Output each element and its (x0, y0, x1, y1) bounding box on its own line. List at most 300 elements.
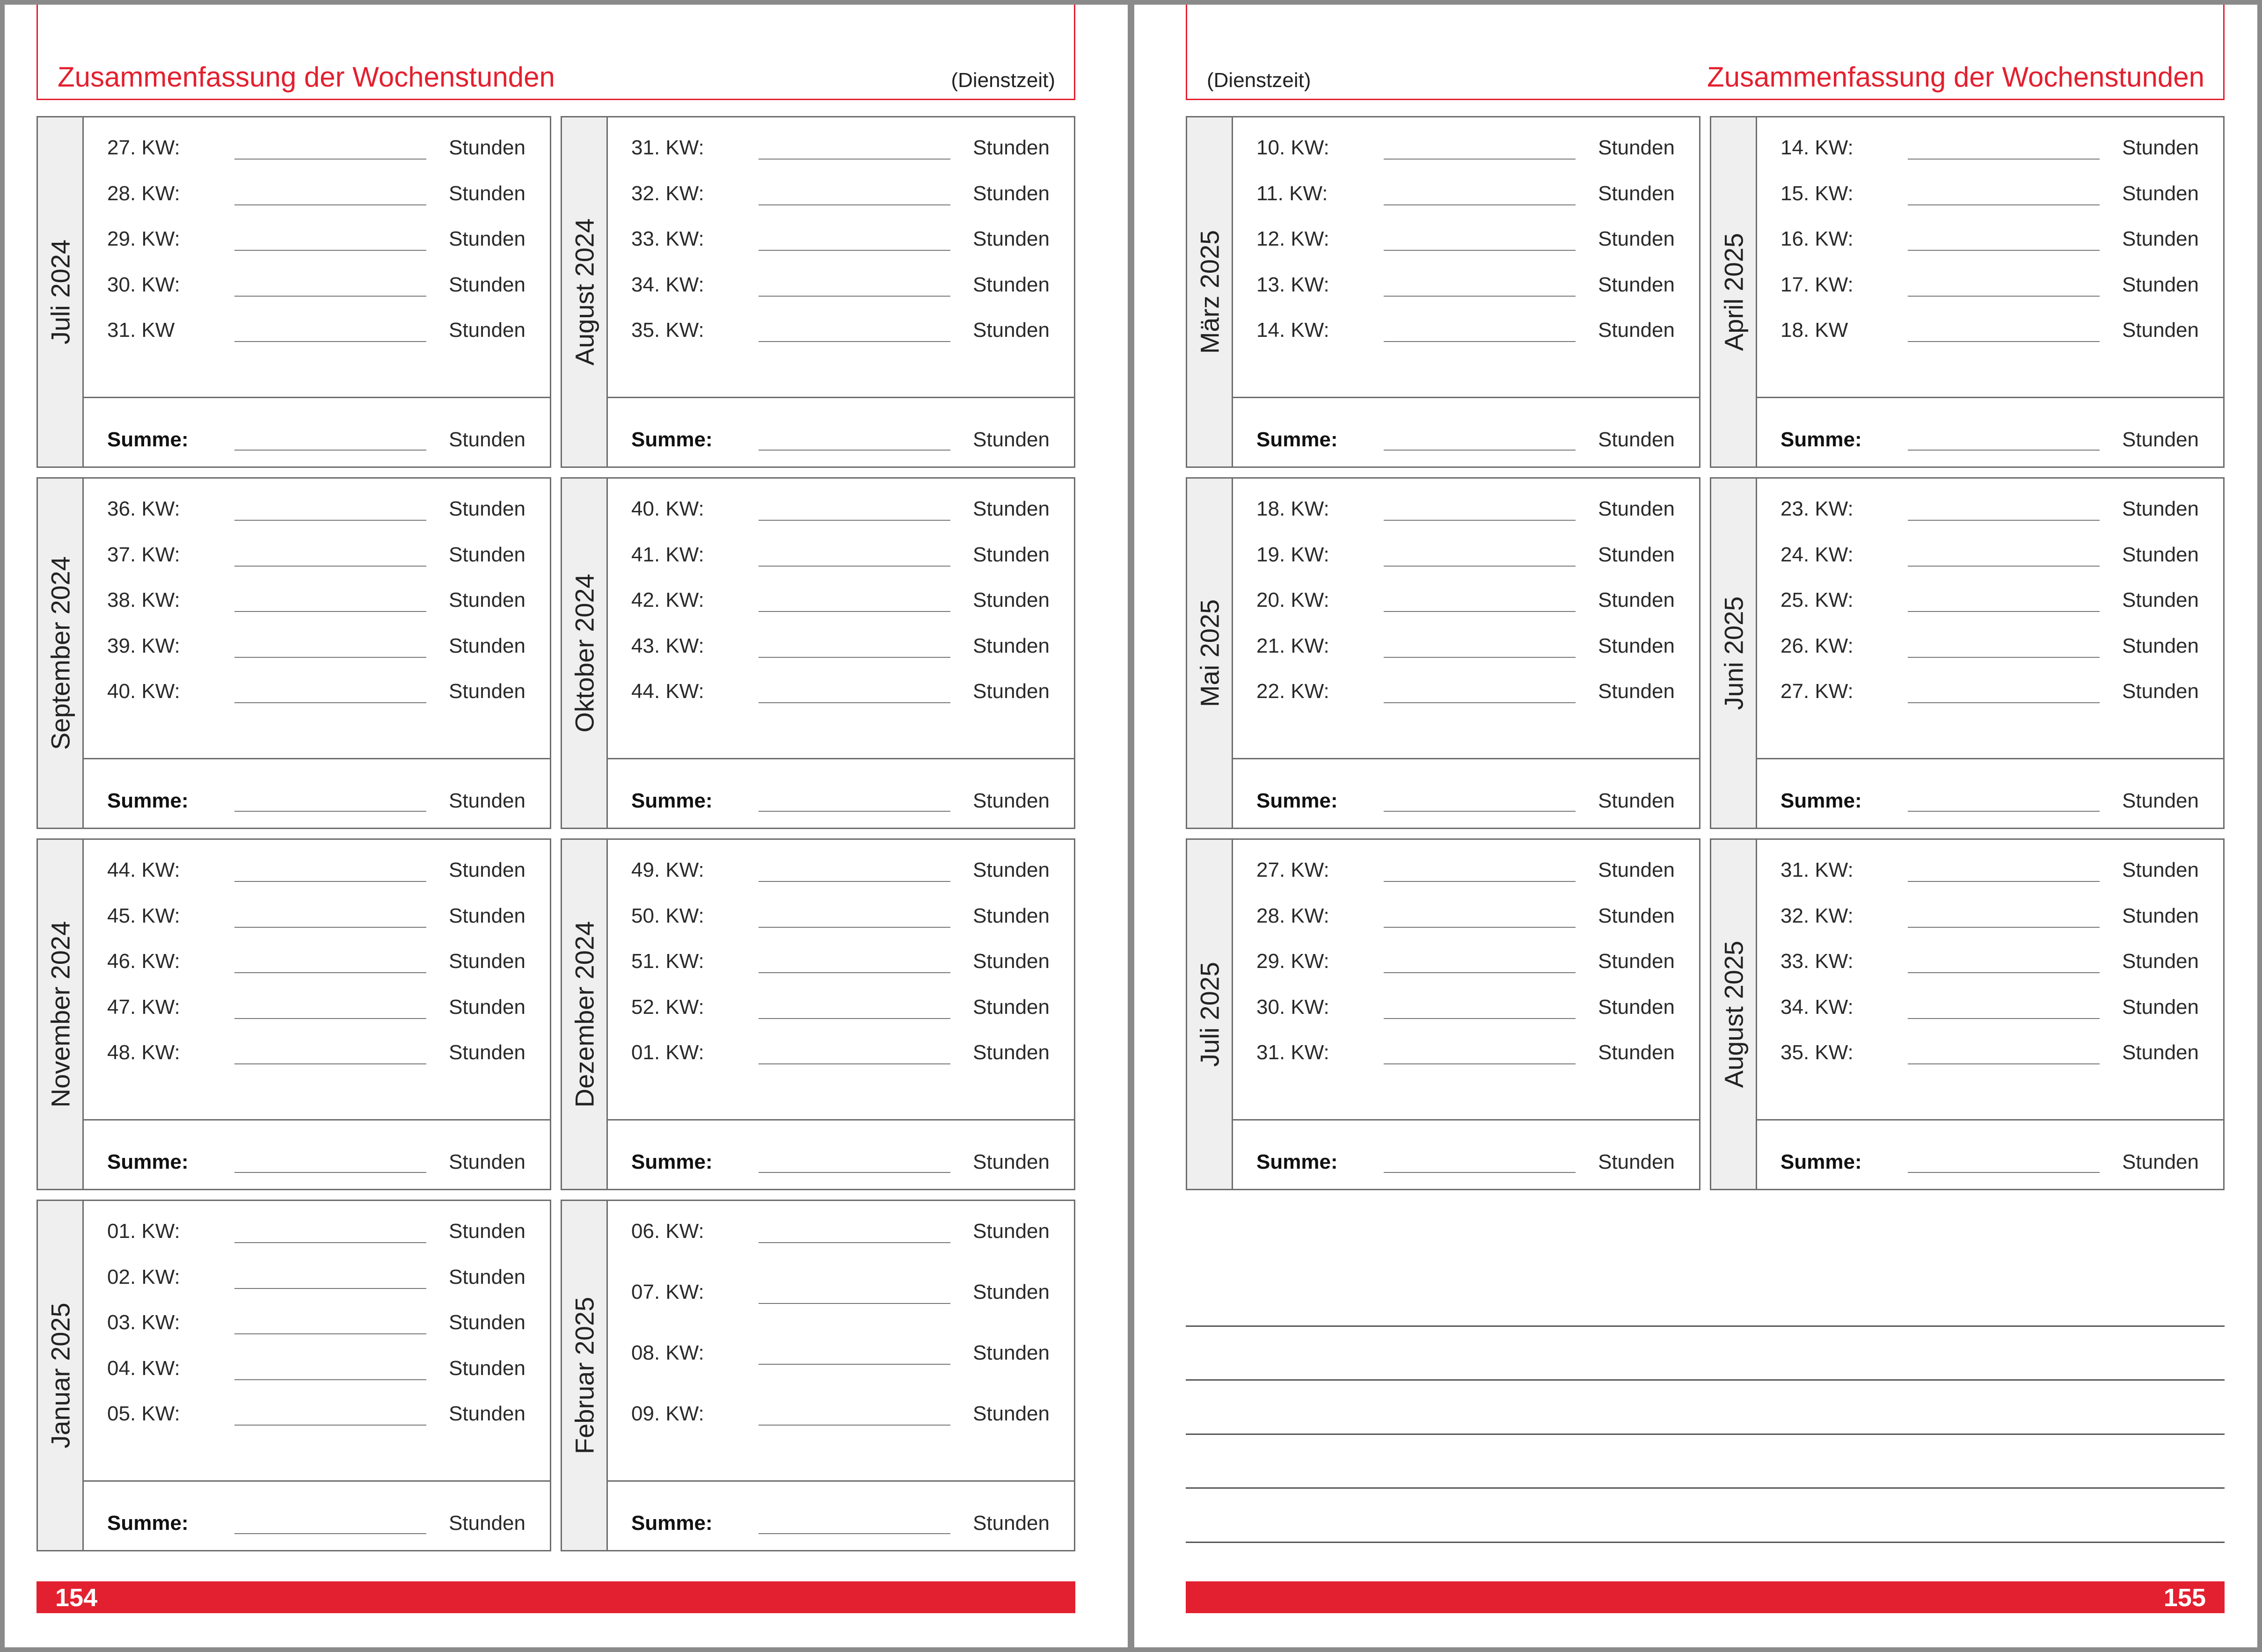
hours-entry-line[interactable] (759, 611, 950, 612)
week-list (1233, 840, 1699, 1189)
sum-entry-line[interactable] (1384, 450, 1576, 451)
note-line[interactable] (1186, 1381, 2225, 1435)
sum-label: Summe: (631, 789, 713, 812)
week-label: 48. KW: (107, 1041, 180, 1064)
page-number: 154 (55, 1584, 98, 1612)
hours-entry-line[interactable] (1384, 250, 1576, 251)
week-label: 13. KW: (1256, 273, 1329, 296)
month-label-strip (38, 840, 84, 1189)
week-row (84, 539, 550, 585)
week-row (608, 585, 1074, 631)
sum-entry-line[interactable] (1908, 1172, 2100, 1173)
hours-entry-line[interactable] (234, 1333, 426, 1334)
hours-entry-line[interactable] (1908, 1018, 2100, 1019)
hours-unit: Stunden (449, 789, 525, 812)
month-label: November 2024 (45, 921, 75, 1108)
week-label: 11. KW: (1256, 182, 1328, 205)
hours-entry-line[interactable] (234, 159, 426, 160)
hours-entry-line[interactable] (1908, 657, 2100, 658)
hours-entry-line[interactable] (1908, 296, 2100, 297)
week-label: 29. KW: (107, 227, 180, 250)
hours-unit: Stunden (973, 227, 1050, 250)
page-number: 155 (2163, 1584, 2206, 1612)
week-label: 34. KW: (1780, 995, 1853, 1019)
sum-entry-line[interactable] (759, 1172, 950, 1173)
week-row (1757, 992, 2223, 1038)
week-label: 31. KW: (1780, 859, 1853, 881)
hours-entry-line[interactable] (234, 611, 426, 612)
sum-entry-line[interactable] (759, 450, 950, 451)
week-label: 24. KW: (1780, 543, 1853, 566)
hours-unit: Stunden (973, 1220, 1050, 1243)
month-grid (36, 116, 1075, 1551)
week-row (608, 631, 1074, 677)
week-rows (1233, 479, 1699, 759)
week-row (84, 585, 550, 631)
week-row (1233, 585, 1699, 631)
month-label-strip (38, 117, 84, 466)
hours-entry-line[interactable] (234, 1379, 426, 1380)
month-label: Juni 2025 (1719, 596, 1748, 710)
hours-entry-line[interactable] (759, 702, 950, 703)
month-box (1710, 838, 2225, 1190)
hours-unit: Stunden (2122, 1150, 2199, 1173)
hours-unit: Stunden (973, 634, 1050, 657)
week-label: 51. KW: (631, 950, 704, 973)
sum-entry-line[interactable] (759, 811, 950, 812)
hours-unit: Stunden (2122, 136, 2199, 159)
week-rows (608, 1201, 1074, 1482)
week-label: 41. KW: (631, 543, 704, 566)
hours-unit: Stunden (973, 950, 1050, 973)
hours-entry-line[interactable] (1908, 611, 2100, 612)
week-label: 14. KW: (1256, 319, 1329, 342)
week-row (1233, 494, 1699, 539)
hours-unit: Stunden (1598, 789, 1675, 812)
week-label: 44. KW: (631, 680, 704, 703)
hours-unit: Stunden (973, 859, 1050, 881)
sum-entry-line[interactable] (1384, 1172, 1576, 1173)
week-row (1233, 946, 1699, 992)
week-row (608, 901, 1074, 946)
hours-unit: Stunden (1598, 634, 1675, 657)
header-subtitle: (Dienstzeit) (951, 69, 1055, 92)
week-row (84, 855, 550, 901)
hours-unit: Stunden (2122, 273, 2199, 296)
week-label: 33. KW: (631, 227, 704, 250)
sum-row (1233, 398, 1699, 466)
month-label-strip (1187, 117, 1233, 466)
week-row (1757, 494, 2223, 539)
hours-entry-line[interactable] (1908, 881, 2100, 882)
month-box (1186, 116, 1700, 468)
week-row (84, 631, 550, 677)
hours-unit: Stunden (1598, 428, 1675, 451)
hours-unit: Stunden (449, 543, 525, 566)
week-label: 19. KW: (1256, 543, 1329, 566)
hours-unit: Stunden (2122, 428, 2199, 451)
note-line[interactable] (1186, 1435, 2225, 1489)
sum-entry-line[interactable] (759, 1533, 950, 1534)
hours-unit: Stunden (449, 497, 525, 520)
week-rows (84, 117, 550, 398)
page-footer (1186, 1581, 2225, 1613)
month-label: Juli 2024 (45, 239, 75, 345)
sum-entry-line[interactable] (234, 811, 426, 812)
week-list (84, 840, 550, 1189)
hours-entry-line[interactable] (1384, 881, 1576, 882)
week-label: 08. KW: (631, 1341, 704, 1364)
hours-entry-line[interactable] (759, 1018, 950, 1019)
week-label: 35. KW: (1780, 1041, 1853, 1064)
hours-unit: Stunden (1598, 859, 1675, 881)
sum-entry-line[interactable] (234, 1172, 426, 1173)
week-rows (1757, 479, 2223, 759)
week-label: 06. KW: (631, 1220, 704, 1243)
hours-unit: Stunden (449, 634, 525, 657)
week-label: 16. KW: (1780, 227, 1853, 250)
page-header (1186, 5, 2225, 100)
hours-unit: Stunden (1598, 1150, 1675, 1173)
week-label: 32. KW: (631, 182, 704, 205)
hours-entry-line[interactable] (759, 520, 950, 521)
hours-unit: Stunden (2122, 497, 2199, 520)
hours-entry-line[interactable] (234, 657, 426, 658)
hours-unit: Stunden (449, 319, 525, 342)
month-label-strip (1711, 840, 1757, 1189)
hours-unit: Stunden (449, 273, 525, 296)
hours-entry-line[interactable] (1384, 520, 1576, 521)
week-rows (1233, 840, 1699, 1121)
hours-entry-line[interactable] (1384, 702, 1576, 703)
hours-entry-line[interactable] (234, 1063, 426, 1064)
hours-unit: Stunden (973, 428, 1050, 451)
week-row (1233, 315, 1699, 361)
week-row (1757, 946, 2223, 992)
hours-entry-line[interactable] (1384, 972, 1576, 973)
month-label: Januar 2025 (45, 1303, 75, 1448)
hours-entry-line[interactable] (759, 881, 950, 882)
week-row (1233, 539, 1699, 585)
week-label: 29. KW: (1256, 950, 1329, 973)
hours-entry-line[interactable] (234, 881, 426, 882)
hours-unit: Stunden (1598, 182, 1675, 205)
hours-entry-line[interactable] (1908, 927, 2100, 928)
hours-entry-line[interactable] (234, 341, 426, 342)
week-list (608, 1201, 1074, 1550)
hours-unit: Stunden (973, 995, 1050, 1019)
week-list (1757, 840, 2223, 1189)
week-row (1233, 992, 1699, 1038)
week-label: 18. KW: (1256, 497, 1329, 520)
sum-label: Summe: (1780, 428, 1862, 451)
hours-entry-line[interactable] (234, 1425, 426, 1426)
sum-entry-line[interactable] (234, 1533, 426, 1534)
week-row (608, 855, 1074, 901)
hours-unit: Stunden (973, 136, 1050, 159)
week-row (84, 676, 550, 722)
sum-label: Summe: (107, 789, 189, 812)
hours-unit: Stunden (2122, 319, 2199, 342)
week-label: 39. KW: (107, 634, 180, 657)
sum-label: Summe: (1256, 789, 1338, 812)
week-list (608, 840, 1074, 1189)
note-line[interactable] (1186, 1489, 2225, 1543)
week-rows (608, 840, 1074, 1121)
hours-entry-line[interactable] (1908, 1063, 2100, 1064)
month-box (1710, 116, 2225, 468)
sum-row (84, 1121, 550, 1189)
hours-unit: Stunden (973, 182, 1050, 205)
hours-entry-line[interactable] (759, 296, 950, 297)
week-label: 28. KW: (1256, 904, 1329, 927)
week-row (1757, 224, 2223, 269)
week-row (608, 132, 1074, 178)
week-label: 31. KW (107, 319, 175, 342)
sum-label: Summe: (1780, 1150, 1862, 1173)
week-row (1233, 178, 1699, 224)
week-row (1233, 269, 1699, 315)
sum-row (1757, 398, 2223, 466)
hours-unit: Stunden (449, 428, 525, 451)
notes-area[interactable] (1186, 1273, 2225, 1543)
week-row (1757, 585, 2223, 631)
week-label: 05. KW: (107, 1402, 180, 1425)
week-row (1757, 539, 2223, 585)
week-row (1757, 631, 2223, 677)
week-row (1757, 132, 2223, 178)
week-rows (1233, 117, 1699, 398)
right-page (1134, 5, 2257, 1647)
note-line[interactable] (1186, 1273, 2225, 1327)
hours-entry-line[interactable] (234, 520, 426, 521)
hours-entry-line[interactable] (1384, 204, 1576, 205)
hours-entry-line[interactable] (1908, 566, 2100, 567)
hours-unit: Stunden (973, 1150, 1050, 1173)
month-label-strip (1711, 479, 1757, 828)
hours-entry-line[interactable] (1908, 972, 2100, 973)
week-label: 40. KW: (631, 497, 704, 520)
hours-unit: Stunden (2122, 634, 2199, 657)
hours-unit: Stunden (449, 136, 525, 159)
month-box (561, 477, 1075, 829)
week-rows (608, 117, 1074, 398)
sum-label: Summe: (107, 1150, 189, 1173)
week-label: 52. KW: (631, 995, 704, 1019)
week-label: 09. KW: (631, 1402, 704, 1425)
hours-unit: Stunden (449, 995, 525, 1019)
sum-row (84, 398, 550, 466)
week-row (84, 178, 550, 224)
hours-entry-line[interactable] (759, 1063, 950, 1064)
hours-unit: Stunden (449, 950, 525, 973)
sum-entry-line[interactable] (234, 450, 426, 451)
hours-entry-line[interactable] (1384, 296, 1576, 297)
week-row (608, 269, 1074, 315)
page-header (36, 5, 1075, 100)
hours-entry-line[interactable] (234, 204, 426, 205)
week-label: 27. KW: (1256, 859, 1329, 881)
hours-unit: Stunden (973, 1402, 1050, 1425)
week-row (84, 901, 550, 946)
hours-entry-line[interactable] (234, 250, 426, 251)
hours-unit: Stunden (973, 589, 1050, 611)
hours-entry-line[interactable] (234, 927, 426, 928)
week-row (608, 494, 1074, 539)
sum-label: Summe: (631, 1512, 713, 1535)
month-label-strip (1187, 840, 1233, 1189)
week-label: 15. KW: (1780, 182, 1853, 205)
hours-entry-line[interactable] (759, 204, 950, 205)
week-row (608, 992, 1074, 1038)
week-row (608, 946, 1074, 992)
hours-entry-line[interactable] (1384, 159, 1576, 160)
hours-unit: Stunden (449, 1041, 525, 1064)
hours-entry-line[interactable] (759, 657, 950, 658)
week-row (1757, 676, 2223, 722)
hours-entry-line[interactable] (234, 1288, 426, 1289)
month-label: Dezember 2024 (569, 921, 599, 1108)
hours-unit: Stunden (449, 1402, 525, 1425)
hours-unit: Stunden (449, 182, 525, 205)
week-label: 47. KW: (107, 995, 180, 1019)
hours-entry-line[interactable] (1384, 611, 1576, 612)
week-label: 04. KW: (107, 1356, 180, 1380)
week-rows (84, 1201, 550, 1482)
week-row (608, 178, 1074, 224)
week-list (84, 117, 550, 466)
hours-entry-line[interactable] (1908, 520, 2100, 521)
week-list (1233, 117, 1699, 466)
hours-unit: Stunden (973, 1341, 1050, 1364)
week-label: 49. KW: (631, 859, 704, 881)
week-row (1757, 315, 2223, 361)
hours-entry-line[interactable] (1384, 657, 1576, 658)
left-page (5, 5, 1128, 1647)
hours-entry-line[interactable] (1908, 159, 2100, 160)
hours-entry-line[interactable] (759, 1242, 950, 1243)
week-label: 02. KW: (107, 1265, 180, 1288)
week-label: 22. KW: (1256, 680, 1329, 703)
hours-unit: Stunden (449, 1150, 525, 1173)
month-label-strip (562, 1201, 608, 1550)
hours-unit: Stunden (1598, 136, 1675, 159)
month-label: Juli 2025 (1195, 961, 1224, 1067)
sum-row (84, 1482, 550, 1550)
week-row (1233, 224, 1699, 269)
hours-entry-line[interactable] (759, 250, 950, 251)
hours-unit: Stunden (973, 273, 1050, 296)
week-label: 33. KW: (1780, 950, 1853, 973)
hours-unit: Stunden (973, 1041, 1050, 1064)
week-label: 38. KW: (107, 589, 180, 611)
month-label: März 2025 (1195, 230, 1224, 354)
hours-entry-line[interactable] (1908, 250, 2100, 251)
hours-entry-line[interactable] (759, 927, 950, 928)
week-rows (84, 479, 550, 759)
week-row (608, 676, 1074, 722)
hours-entry-line[interactable] (234, 972, 426, 973)
week-list (84, 1201, 550, 1550)
hours-entry-line[interactable] (759, 972, 950, 973)
sum-row (608, 759, 1074, 828)
hours-unit: Stunden (973, 1281, 1050, 1303)
week-label: 18. KW (1780, 319, 1848, 342)
week-row (1233, 132, 1699, 178)
hours-unit: Stunden (2122, 1041, 2199, 1064)
hours-entry-line[interactable] (1384, 927, 1576, 928)
month-label: April 2025 (1719, 233, 1748, 351)
week-rows (1757, 117, 2223, 398)
hours-entry-line[interactable] (234, 566, 426, 567)
hours-unit: Stunden (1598, 950, 1675, 973)
hours-entry-line[interactable] (1384, 341, 1576, 342)
header-subtitle: (Dienstzeit) (1207, 69, 1311, 92)
week-row (608, 315, 1074, 361)
sum-entry-line[interactable] (1908, 811, 2100, 812)
week-label: 25. KW: (1780, 589, 1853, 611)
hours-entry-line[interactable] (234, 296, 426, 297)
note-line[interactable] (1186, 1327, 2225, 1381)
hours-entry-line[interactable] (234, 702, 426, 703)
week-row (1757, 269, 2223, 315)
hours-unit: Stunden (1598, 589, 1675, 611)
hours-unit: Stunden (1598, 273, 1675, 296)
week-label: 27. KW: (107, 136, 180, 159)
hours-entry-line[interactable] (1908, 702, 2100, 703)
sum-entry-line[interactable] (1908, 450, 2100, 451)
week-row (84, 1262, 550, 1308)
hours-entry-line[interactable] (759, 1303, 950, 1304)
hours-unit: Stunden (1598, 227, 1675, 250)
hours-entry-line[interactable] (759, 1364, 950, 1365)
month-box (36, 838, 551, 1190)
hours-unit: Stunden (1598, 904, 1675, 927)
week-rows (1757, 840, 2223, 1121)
hours-entry-line[interactable] (1384, 1018, 1576, 1019)
week-label: 03. KW: (107, 1311, 180, 1334)
month-box (561, 116, 1075, 468)
hours-entry-line[interactable] (1908, 204, 2100, 205)
hours-unit: Stunden (2122, 950, 2199, 973)
hours-entry-line[interactable] (759, 566, 950, 567)
hours-unit: Stunden (449, 1356, 525, 1380)
sum-entry-line[interactable] (1384, 811, 1576, 812)
week-rows (608, 479, 1074, 759)
hours-entry-line[interactable] (759, 1425, 950, 1426)
sum-row (84, 759, 550, 828)
week-label: 50. KW: (631, 904, 704, 927)
month-label-strip (562, 840, 608, 1189)
week-list (1233, 479, 1699, 828)
week-label: 32. KW: (1780, 904, 1853, 927)
hours-unit: Stunden (973, 319, 1050, 342)
hours-unit: Stunden (2122, 995, 2199, 1019)
week-label: 36. KW: (107, 497, 180, 520)
week-label: 34. KW: (631, 273, 704, 296)
hours-entry-line[interactable] (1384, 1063, 1576, 1064)
hours-unit: Stunden (449, 1311, 525, 1334)
hours-entry-line[interactable] (234, 1242, 426, 1243)
hours-entry-line[interactable] (234, 1018, 426, 1019)
hours-entry-line[interactable] (1384, 566, 1576, 567)
hours-entry-line[interactable] (1908, 341, 2100, 342)
week-label: 01. KW: (107, 1220, 180, 1243)
hours-entry-line[interactable] (759, 341, 950, 342)
hours-unit: Stunden (973, 789, 1050, 812)
hours-entry-line[interactable] (759, 159, 950, 160)
week-row (84, 494, 550, 539)
